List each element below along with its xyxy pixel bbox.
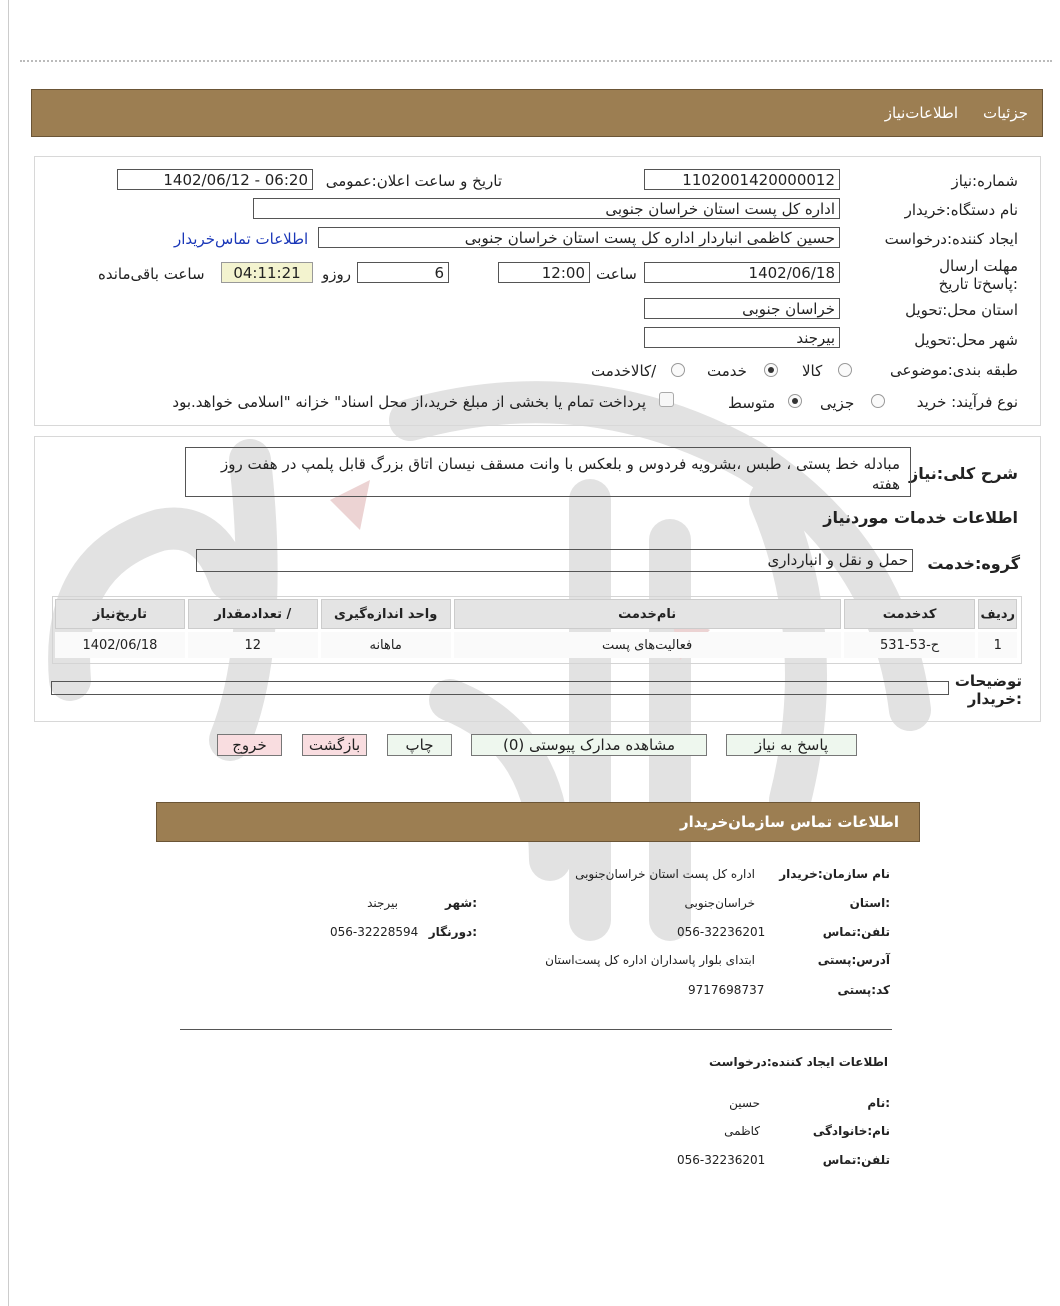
table-row: [55, 632, 1017, 658]
print-button[interactable]: چاپ: [387, 734, 452, 756]
creator-phone-label: تلفن:تماس: [822, 1153, 890, 1167]
column-header-service-code: کدخدمت: [844, 599, 976, 629]
buyer-notes-label: توضیحات :خریدار: [954, 672, 1022, 708]
table-cell-unit: ماهانه: [321, 632, 451, 658]
contact-phone-value: 056-32236201: [677, 925, 766, 939]
reply-button[interactable]: پاسخ به نیاز: [726, 734, 857, 756]
description-label: شرح کلی:نیاز: [909, 464, 1018, 483]
announce-datetime-field: 1402/06/12 - 06:20: [117, 169, 313, 190]
category-label: طبقه بندی:موضوعی: [890, 361, 1018, 379]
process-type-label: نوع فرآیند: خرید: [916, 393, 1018, 411]
buyer-org-label: نام دستگاه:خریدار: [904, 201, 1018, 219]
table-cell-service-name: فعالیت‌های پست: [454, 632, 841, 658]
category-radio-goods-service[interactable]: [671, 363, 685, 377]
treasury-payment-note: پرداخت تمام یا بخشی از مبلغ خرید،از محل اسناد" خزانه "اسلامی خواهد.بود: [172, 393, 646, 411]
view-attachments-button[interactable]: مشاهده مدارک پیوستی (0): [471, 734, 707, 756]
delivery-province-label: استان محل:تحویل: [905, 301, 1018, 319]
creator-phone-value: 056-32236201: [677, 1153, 766, 1167]
top-dotted-divider: [20, 60, 1052, 62]
deadline-label: مهلت ارسال :پاسخ‌تا تاریخ: [938, 257, 1018, 293]
need-number-label: شماره:نیاز: [951, 172, 1018, 190]
deadline-time-field: 12:00: [498, 262, 590, 283]
service-group-label: گروه:خدمت: [927, 554, 1020, 573]
delivery-city-field: بیرجند: [644, 327, 840, 348]
column-header-quantity: / تعدادمقدار: [188, 599, 318, 629]
contact-city-label: :شهر: [445, 896, 477, 910]
category-option-goods: کالا: [802, 362, 823, 380]
contact-city-value: بیرجند: [367, 896, 398, 910]
table-cell-row-number: 1: [978, 632, 1017, 658]
buyer-org-field: اداره کل پست استان خراسان جنوبی: [253, 198, 840, 219]
creator-label: ایجاد کننده:درخواست: [884, 230, 1018, 248]
contact-address-label: آدرس:پستی: [817, 953, 890, 967]
remaining-time-label: ساعت باقی‌مانده: [98, 265, 205, 283]
table-cell-service-code: ح-53-531: [844, 632, 976, 658]
header-title-sub: اطلاعات‌نیاز: [884, 104, 958, 122]
announce-label: تاریخ و ساعت اعلان:عمومی: [325, 172, 502, 190]
remaining-time-timer: 04:11:21: [221, 262, 313, 283]
category-option-goods-service: /کالاخدمت: [591, 362, 657, 380]
back-button[interactable]: بازگشت: [302, 734, 367, 756]
creator-name-label: :نام: [867, 1096, 890, 1110]
creator-family-value: کاظمی: [724, 1124, 760, 1138]
treasury-payment-checkbox[interactable]: [659, 392, 674, 407]
need-number-field: 1102001420000012: [644, 169, 840, 190]
column-header-row-number: ردیف: [978, 599, 1017, 629]
column-header-unit: واحد اندازه‌گیری: [321, 599, 451, 629]
creator-name-value: حسین: [729, 1096, 760, 1110]
contact-province-value: خراسان‌جنوبی: [684, 896, 755, 910]
delivery-city-label: شهر محل:تحویل: [914, 331, 1018, 349]
creator-field: حسین کاظمی انباردار اداره کل پست استان خراسان جنوبی: [318, 227, 840, 248]
service-group-field: حمل و نقل و انبارداری: [196, 549, 913, 572]
category-option-service: خدمت: [707, 362, 747, 380]
details-header-bar: [31, 89, 1043, 137]
contact-divider: [180, 1029, 892, 1030]
buyer-contact-link[interactable]: اطلاعات تماس‌خریدار: [174, 230, 309, 248]
buyer-contact-title: اطلاعات تماس سازمان‌خریدار: [679, 813, 899, 831]
left-border-line: [8, 0, 9, 1306]
process-option-minor: جزیی: [820, 394, 855, 412]
category-radio-service[interactable]: [764, 363, 778, 377]
column-header-service-name: نام‌خدمت: [454, 599, 841, 629]
contact-postal-value: 9717698737: [688, 983, 765, 997]
table-cell-quantity: 12: [188, 632, 318, 658]
buyer-contact-header: [156, 802, 920, 842]
process-radio-minor[interactable]: [871, 394, 885, 408]
contact-org-value: اداره کل پست استان خراسان‌جنوبی: [575, 867, 755, 881]
contact-org-label: نام سازمان:خریدار: [779, 867, 890, 881]
contact-address-value: ابتدای بلوار پاسداران اداره کل پست‌استان: [545, 953, 755, 967]
column-header-need-date: تاریخ‌نیاز: [55, 599, 185, 629]
process-option-medium: متوسط: [728, 394, 776, 412]
deadline-days-field: 6: [357, 262, 449, 283]
table-cell-need-date: 1402/06/18: [55, 632, 185, 658]
description-field: مبادله خط پستی ، طبس ،بشرویه فردوس و بلعکس با وانت مسقف نیسان اتاق بزرگ قابل پلمپ در هفت روز هفته: [185, 447, 911, 497]
deadline-date-field: 1402/06/18: [644, 262, 840, 283]
contact-fax-value: 056-32228594: [330, 925, 419, 939]
delivery-province-field: خراسان جنوبی: [644, 298, 840, 319]
creator-info-title: اطلاعات ایجاد کننده:درخواست: [708, 1055, 888, 1069]
category-radio-goods[interactable]: [838, 363, 852, 377]
process-radio-medium[interactable]: [788, 394, 802, 408]
creator-family-label: نام:خانوادگی: [812, 1124, 890, 1138]
buyer-notes-field: [51, 681, 949, 695]
service-table: [52, 596, 1020, 661]
header-title-main: جزئیات: [983, 104, 1028, 122]
need-info-panel: [34, 156, 1041, 426]
deadline-time-label: ساعت: [596, 265, 637, 283]
contact-province-label: :استان: [849, 896, 890, 910]
services-section-title: اطلاعات خدمات موردنیاز: [823, 508, 1018, 527]
deadline-days-label: روزو: [322, 265, 351, 283]
contact-fax-label: :دورنگار: [428, 925, 477, 939]
service-table-header-row: [55, 599, 1017, 629]
contact-postal-label: کد:پستی: [837, 983, 890, 997]
exit-button[interactable]: خروج: [217, 734, 282, 756]
contact-phone-label: تلفن:تماس: [822, 925, 890, 939]
